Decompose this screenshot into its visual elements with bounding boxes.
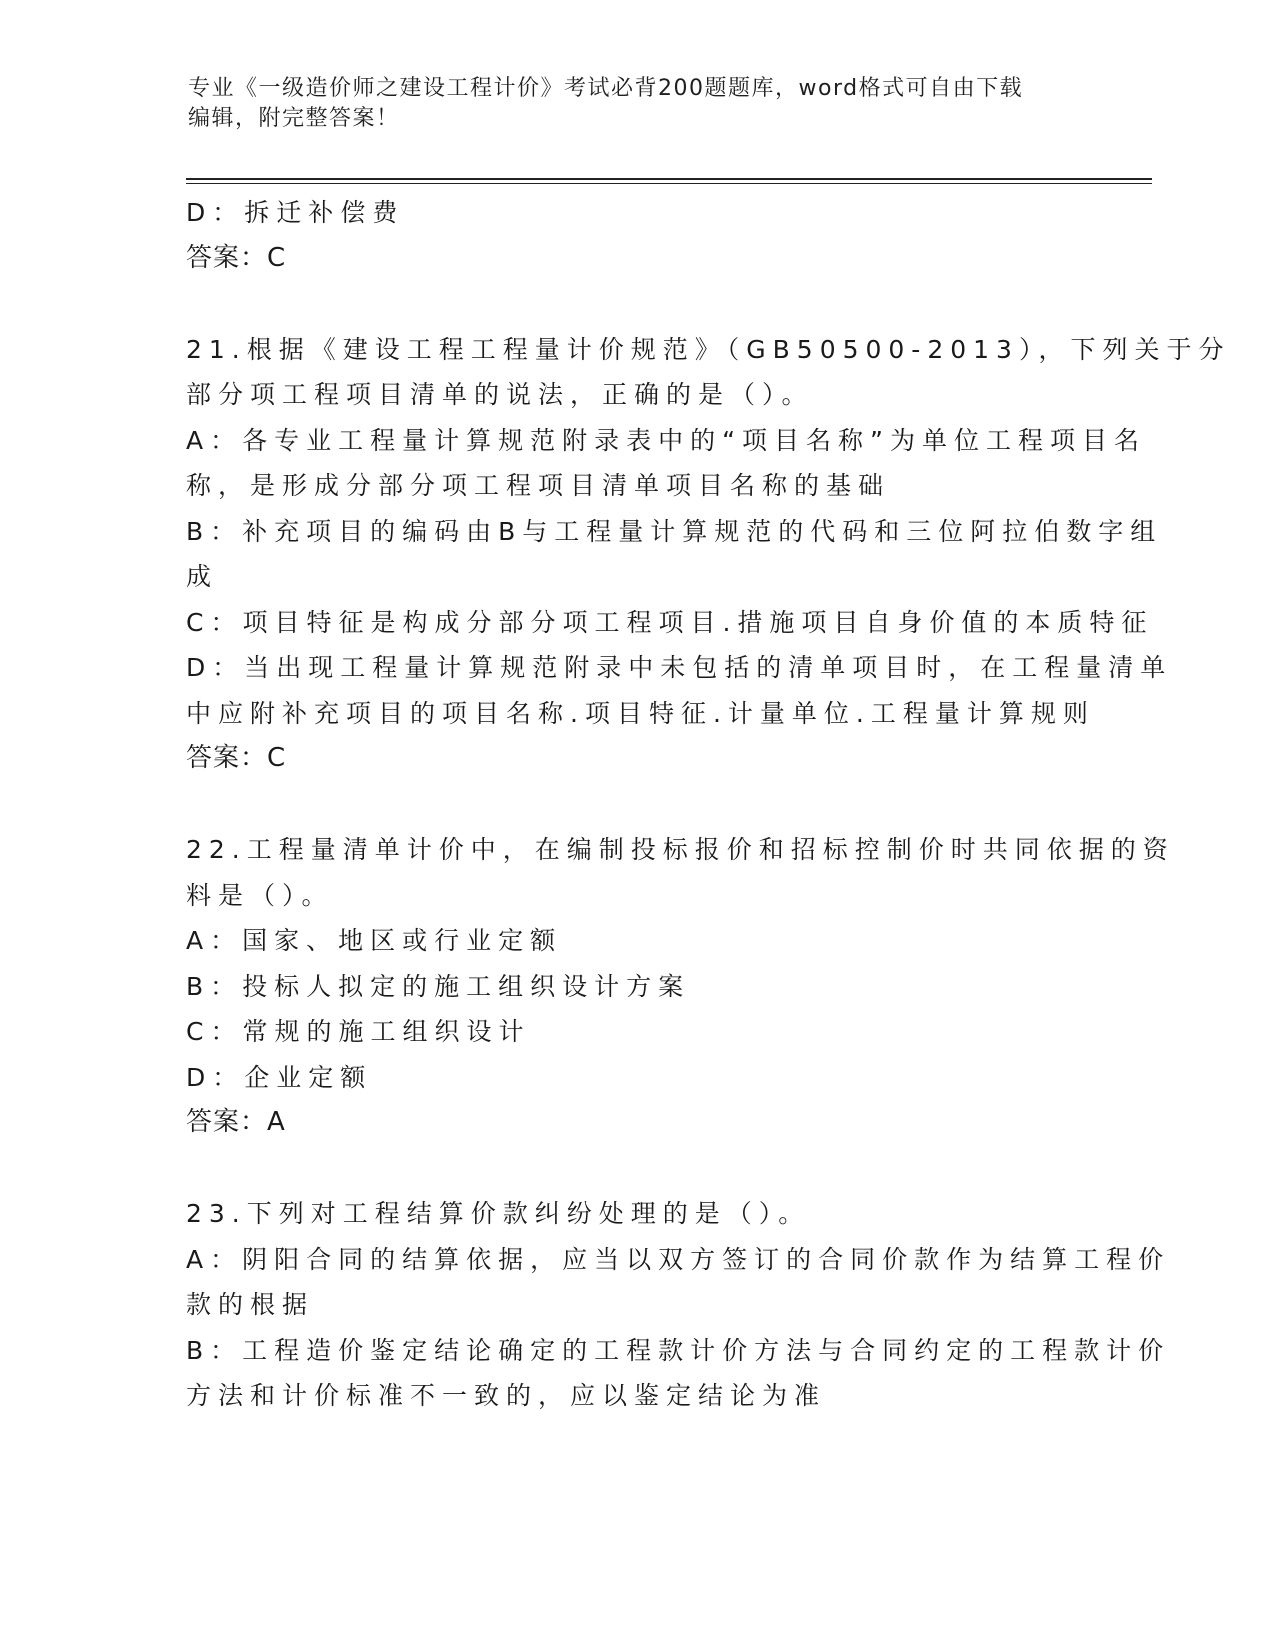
option-a: A：国家、地区或行业定额	[186, 926, 563, 955]
option-c: C：项目特征是构成分部分项工程项目.措施项目自身价值的本质特征	[186, 607, 1154, 637]
option-a: A：各专业工程量计算规范附录表中的“项目名称”为单位工程项目名	[186, 425, 1147, 455]
option-b: B：补充项目的编码由B与工程量计算规范的代码和三位阿拉伯数字组	[186, 516, 1163, 546]
header-rule-thick	[186, 178, 1152, 180]
header-line-1: 专业《一级造价师之建设工程计价》考试必背200题题库，word格式可自由下载	[188, 76, 1024, 101]
option-a-cont: 称，是形成分部分项工程项目清单项目名称的基础	[186, 471, 891, 500]
question-stem-cont: 料是（）。	[186, 880, 334, 910]
answer-line: 答案：A	[186, 1107, 286, 1137]
previous-question-tail	[186, 190, 1086, 281]
header-rule-thin	[186, 183, 1152, 184]
option-b: B：投标人拟定的施工组织设计方案	[186, 971, 691, 1001]
question-stem-cont: 部分项工程项目清单的说法，正确的是（）。	[186, 380, 814, 409]
spacer	[186, 1146, 1086, 1192]
spacer	[186, 281, 1086, 327]
header-line-2: 编辑，附完整答案！	[188, 106, 400, 131]
spacer	[186, 782, 1086, 828]
option-d-cont: 中应附补充项目的项目名称.项目特征.计量单位.工程量计算规则	[186, 698, 1095, 728]
option-b-cont: 成	[186, 562, 219, 591]
option-a: A：阴阳合同的结算依据，应当以双方签订的合同价款作为结算工程价	[186, 1244, 1171, 1274]
question-stem: 23.下列对工程结算价款纠纷处理的是（）。	[186, 1199, 811, 1228]
option-b-cont: 方法和计价标准不一致的，应以鉴定结论为准	[186, 1381, 827, 1410]
option-d: D：拆迁补偿费	[186, 198, 405, 227]
question-stem: 22.工程量清单计价中，在编制投标报价和招标控制价时共同依据的资	[186, 835, 1175, 864]
option-c: C：常规的施工组织设计	[186, 1017, 531, 1046]
document-header	[188, 74, 1088, 134]
option-d: D：当出现工程量计算规范附录中未包括的清单项目时，在工程量清单	[186, 653, 1173, 682]
option-a-cont: 款的根据	[186, 1290, 315, 1319]
answer-line: 答案：C	[186, 743, 287, 773]
question-21	[186, 327, 1231, 782]
option-b: B：工程造价鉴定结论确定的工程款计价方法与合同约定的工程款计价	[186, 1335, 1171, 1365]
question-stem: 21.根据《建设工程工程量计价规范》（GB50500-2013），下列关于分	[186, 334, 1231, 364]
question-23	[186, 1191, 1171, 1419]
question-content	[186, 190, 1231, 1419]
answer-line: 答案：C	[186, 242, 287, 273]
option-d: D：企业定额	[186, 1062, 373, 1092]
question-22	[186, 827, 1175, 1146]
